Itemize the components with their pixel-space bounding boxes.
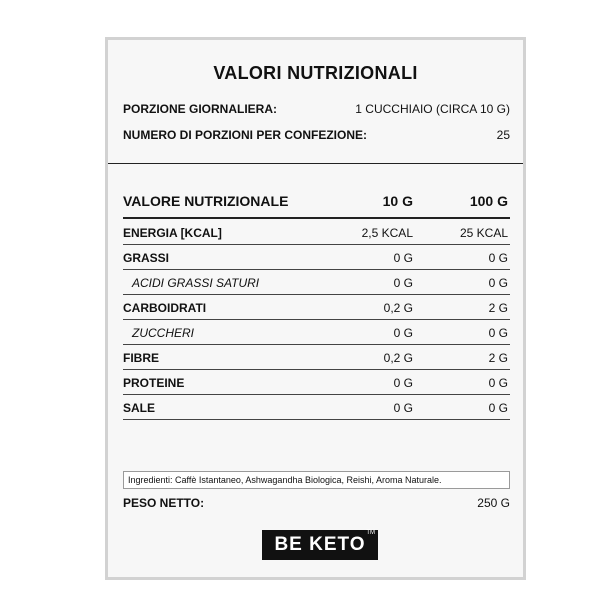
value-per-100g: 0 G — [488, 376, 508, 390]
value-per-10g: 0 G — [393, 376, 413, 390]
serving-size-row — [123, 102, 510, 116]
table-row — [123, 245, 510, 270]
nutrient-name: FIBRE — [123, 351, 159, 365]
table-row — [123, 395, 510, 420]
net-weight-row — [123, 496, 510, 510]
servings-per-pack-value: 25 — [496, 128, 510, 142]
section-divider — [108, 163, 523, 164]
table-row — [123, 370, 510, 395]
value-per-100g: 2 G — [488, 351, 508, 365]
nutrition-table — [123, 220, 510, 420]
value-per-10g: 2,5 KCAL — [361, 226, 413, 240]
nutrition-label-panel — [105, 37, 526, 580]
value-per-10g: 0 G — [393, 326, 413, 340]
value-per-100g: 2 G — [488, 301, 508, 315]
value-per-100g: 0 G — [488, 401, 508, 415]
value-per-10g: 0 G — [393, 401, 413, 415]
net-weight-value: 250 G — [477, 496, 510, 510]
serving-size-value: 1 CUCCHIAIO (CIRCA 10 G) — [355, 102, 510, 116]
table-row — [123, 345, 510, 370]
nutrient-name: SALE — [123, 401, 156, 415]
table-row — [123, 320, 510, 345]
nutrient-name: ENERGIA [KCAL] — [123, 226, 222, 240]
ingredients-box: Ingredienti: Caffè Istantaneo, Ashwagandha Biologica, Reishi, Aroma Naturale. — [123, 471, 510, 489]
servings-per-pack-label: NUMERO DI PORZIONI PER CONFEZIONE: — [123, 128, 368, 142]
value-per-100g: 0 G — [488, 276, 508, 290]
serving-size-label: PORZIONE GIORNALIERA: — [123, 102, 278, 116]
nutrient-name: PROTEINE — [123, 376, 185, 390]
header-10g: 10 G — [382, 193, 413, 209]
value-per-100g: 0 G — [488, 326, 508, 340]
nutrient-name: ACIDI GRASSI SATURI — [132, 276, 260, 290]
servings-per-pack-row — [123, 128, 510, 142]
value-per-100g: 0 G — [488, 251, 508, 265]
value-per-100g: 25 KCAL — [459, 226, 508, 240]
table-header — [123, 193, 510, 215]
header-divider — [123, 217, 510, 219]
trademark-mark: TM — [366, 530, 375, 536]
nutrient-name: ZUCCHERI — [132, 326, 194, 340]
table-row — [123, 220, 510, 245]
value-per-10g: 0 G — [393, 276, 413, 290]
nutrient-name: GRASSI — [123, 251, 170, 265]
nutrient-name: CARBOIDRATI — [123, 301, 207, 315]
header-nutrient: VALORE NUTRIZIONALE — [123, 193, 289, 209]
be-keto-logo — [262, 530, 378, 560]
header-100g: 100 G — [469, 193, 508, 209]
value-per-10g: 0 G — [393, 251, 413, 265]
logo-text: BE KETO — [274, 534, 366, 555]
table-row — [123, 270, 510, 295]
label-title: VALORI NUTRIZIONALI — [213, 63, 418, 83]
table-row — [123, 295, 510, 320]
value-per-10g: 0,2 G — [383, 351, 413, 365]
value-per-10g: 0,2 G — [383, 301, 413, 315]
net-weight-label: PESO NETTO: — [123, 496, 205, 510]
